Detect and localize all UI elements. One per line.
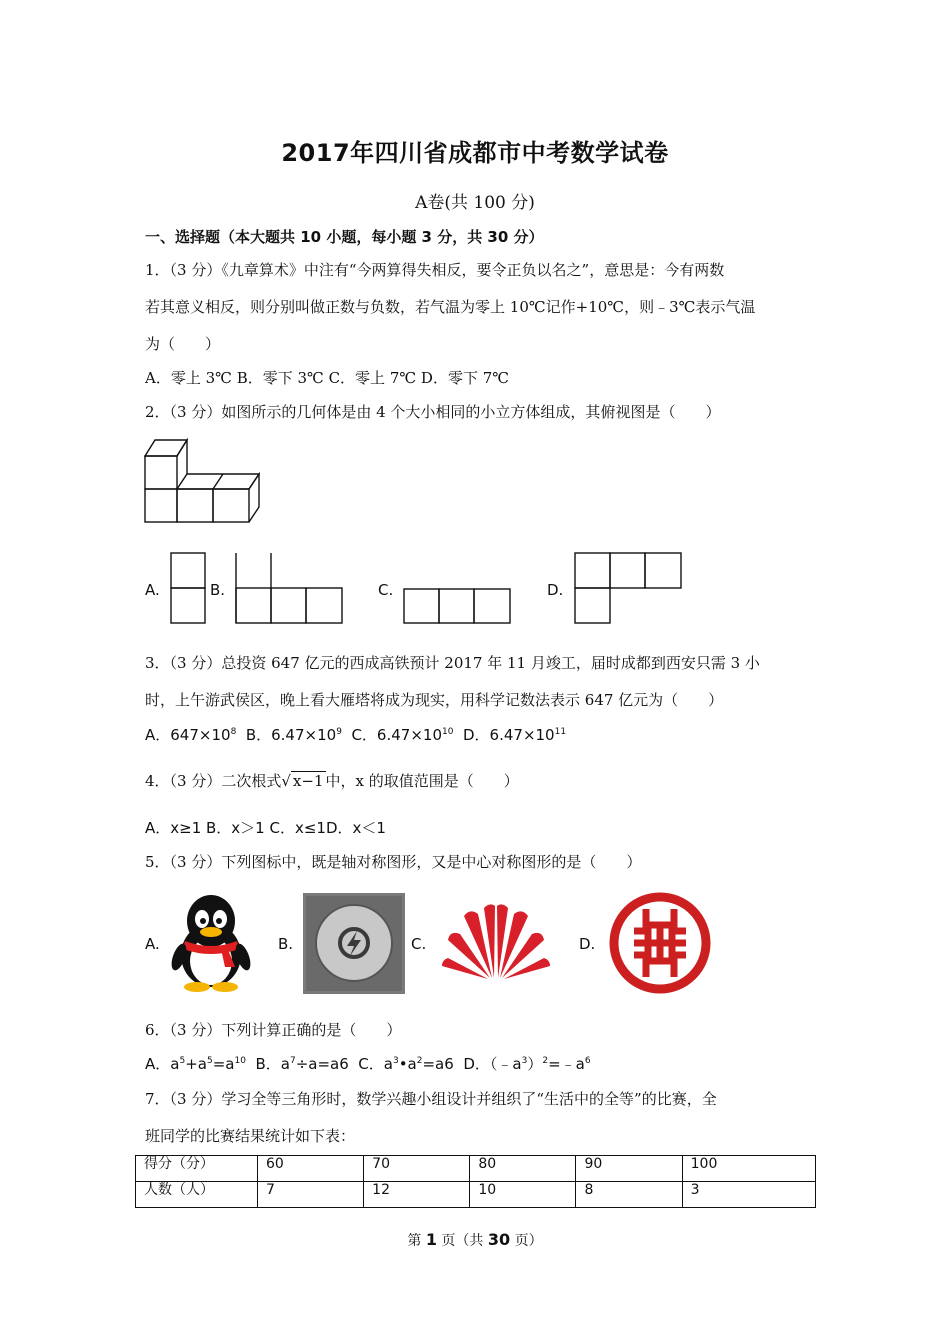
q2-option-d-figure <box>573 551 685 625</box>
q6-c-part2: •a <box>398 1055 417 1073</box>
page-footer <box>0 1230 950 1250</box>
q4-options: A．x≥1 B．x＞1 C．x≤1D．x＜1 <box>145 819 386 837</box>
q5-option-d-label: D. <box>579 935 596 953</box>
footer-prefix: 第 <box>407 1233 426 1249</box>
q1-line2: 若其意义相反，则分别叫做正数与负数，若气温为零上 10℃记作+10℃，则﹣3℃表示气温 <box>145 298 756 316</box>
table-cell: 10 <box>470 1182 576 1208</box>
q4-prefix: 4．（3 分）二次根式 <box>145 772 282 790</box>
q5-option-c-label: C. <box>411 935 427 953</box>
huawei-logo-icon <box>440 900 552 982</box>
table-cell: 80 <box>470 1156 576 1182</box>
q5-option-a-label: A. <box>145 935 160 953</box>
table-cell: 100 <box>682 1156 815 1182</box>
table-cell: 人数（人） <box>136 1182 258 1208</box>
q1-line3: 为（ ） <box>145 335 221 353</box>
q2-option-c-figure <box>402 587 514 625</box>
q3-option-a-exp: 8 <box>230 727 237 737</box>
table-cell: 60 <box>258 1156 364 1182</box>
q2-option-d-label: D. <box>547 581 564 599</box>
q6-b-part2: ÷a=a6 <box>295 1055 349 1073</box>
q6-c-exp2: 2 <box>416 1056 423 1066</box>
q6-b-part1: B．a <box>245 1055 290 1073</box>
q3-options <box>145 724 566 745</box>
q6-c-part1: C．a <box>348 1055 393 1073</box>
page-title: 2017年四川省成都市中考数学试卷 <box>281 139 669 167</box>
footer-middle: 页（共 <box>436 1233 488 1249</box>
q5-text: 5．（3 分）下列图标中，既是轴对称图形，又是中心对称图形的是（ ） <box>145 853 642 871</box>
q3-line2: 时，上午游武侯区，晚上看大雁塔将成为现实，用科学记数法表示 647 亿元为（ ） <box>145 691 724 709</box>
q1-options: A．零上 3℃ B．零下 3℃ C．零上 7℃ D．零下 7℃ <box>145 369 510 387</box>
q6-d-exp3: 6 <box>584 1056 591 1066</box>
q2-solid-figure <box>140 434 260 529</box>
table-cell: 90 <box>576 1156 682 1182</box>
q6-d-part2: ） <box>527 1055 543 1073</box>
table-row <box>136 1182 816 1208</box>
q2-option-b-figure <box>234 551 346 625</box>
q4-suffix: 中，x 的取值范围是（ ） <box>325 772 519 790</box>
q3-option-b-exp: 9 <box>336 727 342 737</box>
q3-option-c: C．6.47×10 <box>341 726 442 744</box>
q6-d-exp2: 2 <box>542 1056 549 1066</box>
q6-b-exp1: 7 <box>289 1056 296 1066</box>
table-cell: 3 <box>682 1182 815 1208</box>
q6-d-part3: =﹣a <box>548 1055 585 1073</box>
q2-text: 2．（3 分）如图所示的几何体是由 4 个大小相同的小立方体组成，其俯视图是（ ） <box>145 403 721 421</box>
q7-line1: 7．（3 分）学习全等三角形时，数学兴趣小组设计并组织了“生活中的全等”的比赛，全 <box>145 1090 717 1108</box>
q4-radicand: x−1 <box>292 772 324 790</box>
q6-a-part3: =a <box>212 1055 235 1073</box>
q3-option-c-exp: 10 <box>442 727 454 737</box>
table-row <box>136 1156 816 1182</box>
q6-options <box>145 1053 591 1074</box>
q3-option-d: D．6.47×10 <box>453 726 555 744</box>
section-a-subtitle: A卷(共 100 分) <box>415 193 535 213</box>
q6-text: 6．（3 分）下列计算正确的是（ ） <box>145 1021 402 1039</box>
score-table <box>135 1155 816 1208</box>
total-pages: 30 <box>487 1230 511 1249</box>
q3-line1: 3．（3 分）总投资 647 亿元的西成高铁预计 2017 年 11 月竣工，届时成都到西安只需 3 小 <box>145 654 760 672</box>
table-cell: 得分（分） <box>136 1156 258 1182</box>
q2-option-b-label: B. <box>210 581 226 599</box>
table-cell: 8 <box>576 1182 682 1208</box>
q6-c-exp1: 3 <box>392 1056 399 1066</box>
q2-option-a-label: A. <box>145 581 160 599</box>
icbc-bank-logo-icon <box>608 891 712 995</box>
table-cell: 12 <box>364 1182 470 1208</box>
q3-option-d-exp: 11 <box>554 727 567 737</box>
q2-option-a-figure <box>169 551 207 625</box>
q3-option-a: A．647×10 <box>145 726 231 744</box>
q6-a-part1: A．a <box>145 1055 180 1073</box>
q6-d-part1: D．（﹣a <box>453 1055 522 1073</box>
footer-suffix: 页） <box>510 1233 543 1249</box>
q7-line2: 班同学的比赛结果统计如下表： <box>145 1127 356 1145</box>
table-cell: 7 <box>258 1182 364 1208</box>
q3-option-b: B．6.47×10 <box>236 726 337 744</box>
q6-c-part3: =a6 <box>422 1055 454 1073</box>
power-button-icon <box>303 893 405 994</box>
q6-a-part2: +a <box>185 1055 207 1073</box>
table-cell: 70 <box>364 1156 470 1182</box>
q5-option-b-label: B. <box>278 935 294 953</box>
q6-a-exp3: 10 <box>234 1056 246 1066</box>
q2-option-c-label: C. <box>378 581 394 599</box>
section-heading: 一、选择题（本大题共 10 小题，每小题 3 分，共 30 分） <box>145 228 544 246</box>
q6-d-exp1: 3 <box>521 1056 528 1066</box>
q4-text <box>145 770 519 791</box>
page-number: 1 <box>425 1230 437 1249</box>
q1-line1: 1．（3 分）《九章算术》中注有“今两算得失相反，要令正负以名之”，意思是：今有两数 <box>145 261 725 279</box>
q6-a-exp2: 5 <box>206 1056 213 1066</box>
q6-a-exp1: 5 <box>179 1056 186 1066</box>
qq-penguin-icon <box>167 893 255 993</box>
sqrt-sign-icon: √ <box>281 772 291 790</box>
q4-radical <box>281 772 325 790</box>
